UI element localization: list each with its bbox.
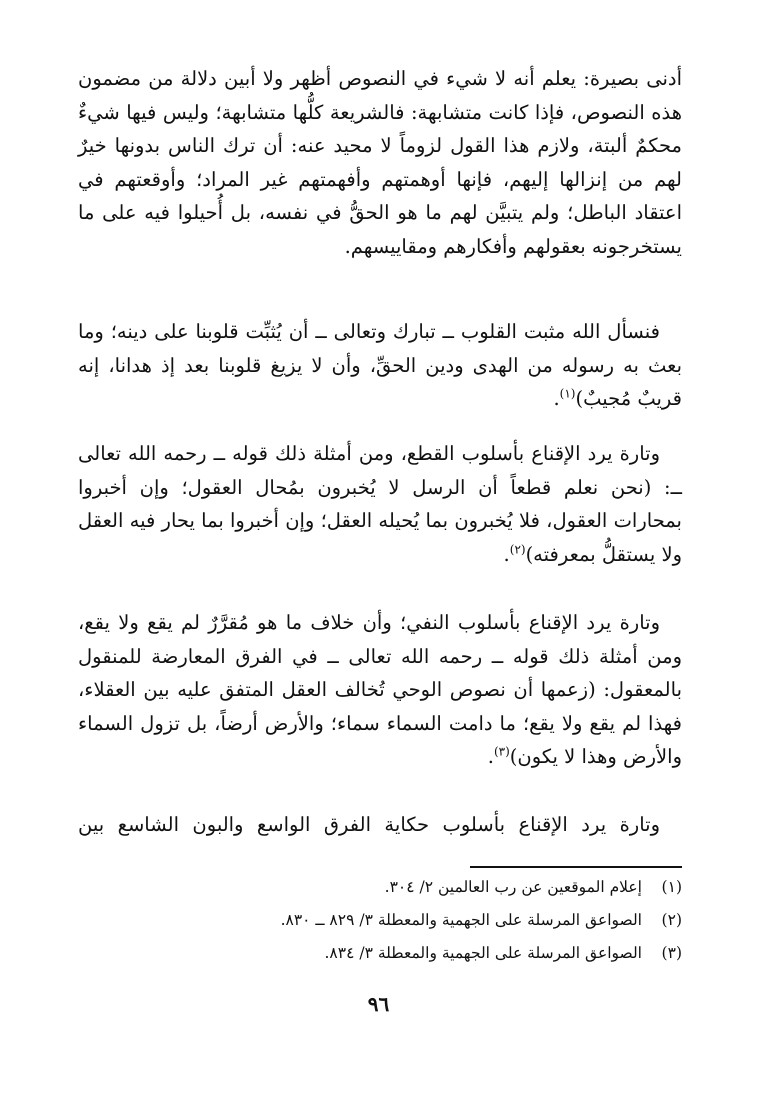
footnote-1 (78, 871, 682, 904)
footnote-text: الصواعق المرسلة على الجهمية والمعطلة ٣/ ٨٢٩ ــ ٨٣٠. (280, 911, 642, 929)
paragraph-2-end: . (553, 387, 560, 410)
footnote-ref-1[interactable]: (١) (559, 386, 576, 401)
paragraph-4-end: . (487, 745, 494, 768)
footnote-text: الصواعق المرسلة على الجهمية والمعطلة ٣/ ٨٣٤. (324, 944, 642, 962)
paragraph-5 (78, 808, 682, 842)
paragraph-3 (78, 437, 682, 571)
footnote-number: (١) (661, 878, 682, 896)
paragraph-4 (78, 606, 682, 774)
footnote-divider (470, 866, 682, 868)
paragraph-2 (78, 315, 682, 416)
footnote-ref-3[interactable]: (٣) (493, 744, 510, 759)
footnote-3 (78, 937, 682, 970)
paragraph-4-text: وتارة يرد الإقناع بأسلوب النفي؛ وأن خلاف ما هو مُقرَّرٌ لم يقع ولا يقع، ومن أمثلة ذلك قوله ــ رحمه الله تعالى ــ في الفرق المعارضة للمنقول بالمعقول: (زعمها أن نصوص الوحي تُخالف العقل المتفق عليه بين العقلاء، فهذا لم يقع ولا يقع؛ ما دامت السماء سماء؛ والأرض أرضاً، بل تزول السماء والأرض وهذا لا يكون) (78, 611, 682, 768)
footnote-number: (٢) (661, 911, 682, 929)
paragraph-3-end: . (503, 542, 510, 566)
page-number: ٩٦ (367, 992, 390, 1016)
footnote-text: إعلام الموقعين عن رب العالمين ٢/ ٣٠٤. (384, 878, 642, 896)
paragraph-1-text: أدنى بصيرة: يعلم أنه لا شيء في النصوص أظهر ولا أبين دلالة من مضمون هذه النصوص، فإذا كانت متشابهة: فالشريعة كلُّها متشابهة؛ وليس فيها شيءٌ محكمٌ ألبتة، ولازم هذا القول لزوماً لا محيد عنه: أن ترك الناس بدونها خيرٌ لهم من إنزالها إليهم، فإنها أوهمتهم وأفهمتهم غير المراد؛ وأوقعتهم في اعتقاد الباطل؛ ولم يتبيَّن لهم ما هو الحقُّ في نفسه، بل أُحيلوا فيه على ما يستخرجونه بعقولهم وأفكارهم ومقاييسهم. (78, 67, 682, 258)
paragraph-1 (78, 62, 682, 263)
footnote-ref-2[interactable]: (٢) (509, 542, 526, 556)
paragraph-5-text: وتارة يرد الإقناع بأسلوب حكاية الفرق الواسع والبون الشاسع بين (78, 813, 660, 836)
paragraph-2-text: فنسأل الله مثبت القلوب ــ تبارك وتعالى ــ أن يُثبِّت قلوبنا على دينه؛ وما بعث به رسوله من الهدى ودين الحقِّ، وأن لا يزيغ قلوبنا بعد إذ هدانا، إنه قريبٌ مُجيبٌ) (78, 320, 682, 410)
footnotes (78, 871, 682, 970)
footnote-number: (٣) (661, 944, 682, 962)
footnote-2 (78, 904, 682, 937)
paragraph-3-text: وتارة يرد الإقناع بأسلوب القطع، ومن أمثلة ذلك قوله ــ رحمه الله تعالى ــ: (نحن نعلم قطعاً أن الرسل لا يُخبرون بمُحال العقول؛ وإن أخبروا بمحارات العقول، فلا يُخبرون بما يُحيله العقل؛ وإن أخبروا بما يحار فيه العقل ولا يستقلُّ بمعرفته) (78, 442, 682, 566)
